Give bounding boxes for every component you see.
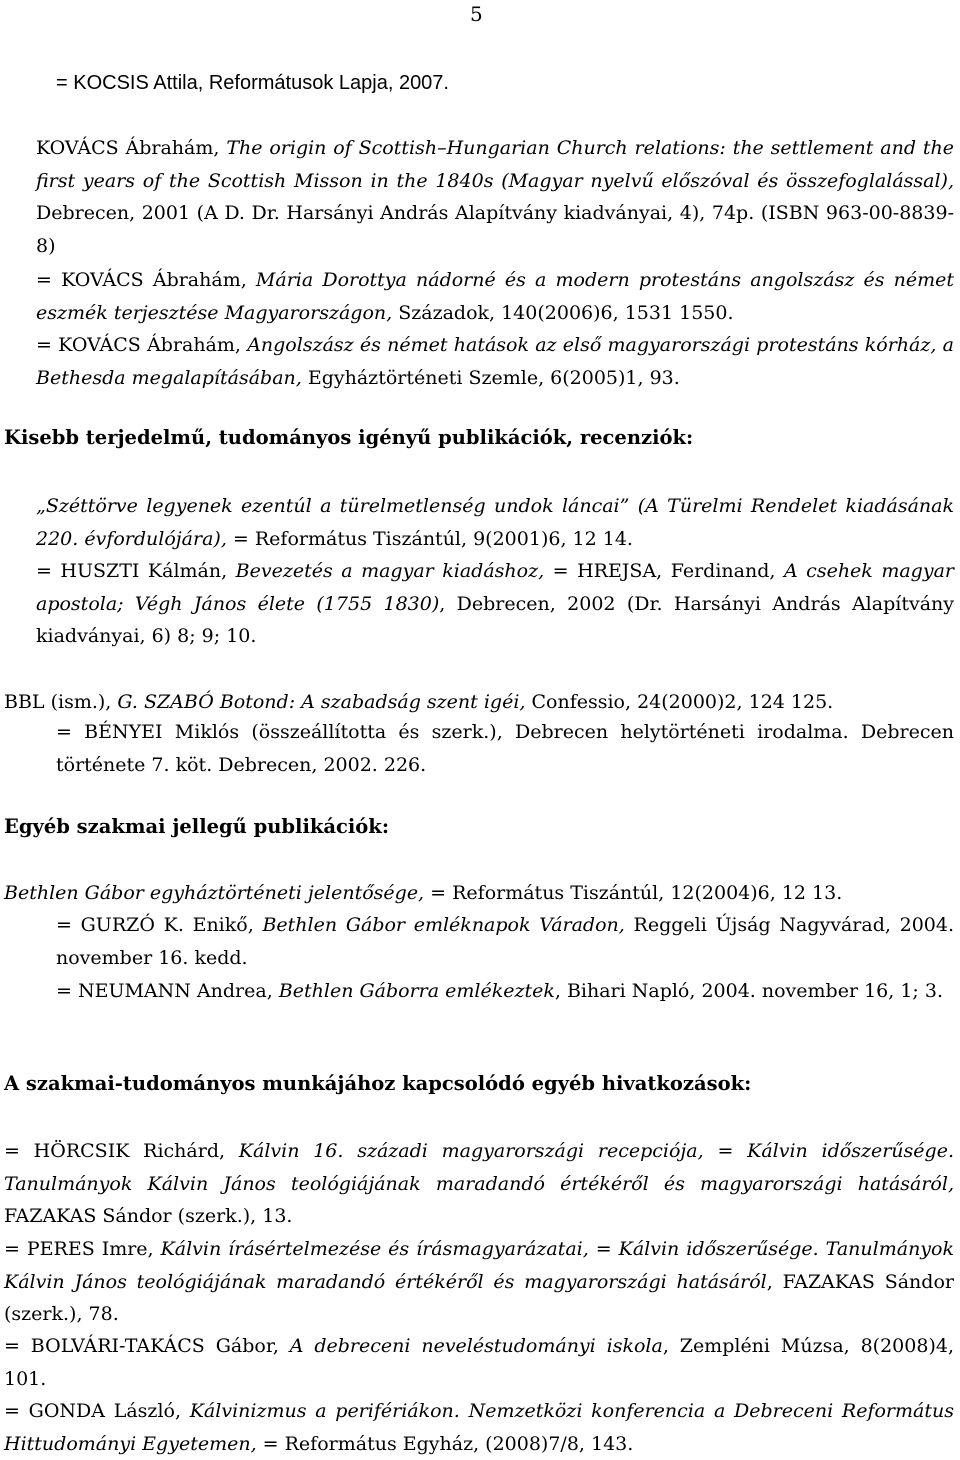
entry-huszti bbox=[36, 555, 954, 653]
text-run: BBL (ism.), bbox=[4, 691, 118, 713]
text-run: KOVÁCS Ábrahám, bbox=[36, 137, 227, 159]
italic-title-run: Bethlen Gábor emléknapok Váradon, bbox=[262, 914, 625, 936]
text-run: = KOVÁCS Ábrahám, bbox=[36, 334, 248, 356]
text-run: = BOLVÁRI-TAKÁCS Gábor, bbox=[4, 1335, 290, 1357]
entry-kocsis bbox=[56, 67, 936, 100]
text-run: = NEUMANN Andrea, bbox=[56, 980, 279, 1002]
text-run: = Református Tiszántúl, 12(2004)6, 12 13. bbox=[424, 882, 843, 904]
entry-benyei bbox=[56, 716, 954, 781]
entry-kovacs-origin bbox=[36, 132, 954, 262]
italic-title-run: „Széttörve legyenek ezentúl a türelmetlenség undok láncai” (A Türelmi Rendelet kiadásának 220. évfordulójára), bbox=[36, 495, 954, 550]
entry-horcsik bbox=[4, 1135, 954, 1233]
italic-title-run: Angolszász és német hatások az első magyarországi protestáns kórház, a Bethesda megalapításában, bbox=[36, 334, 954, 389]
section-heading-other-publications: Egyéb szakmai jellegű publikációk: bbox=[4, 815, 390, 838]
section-heading-references: A szakmai-tudományos munkájához kapcsolódó egyéb hivatkozások: bbox=[4, 1072, 752, 1095]
italic-title-run: The origin of Scottish–Hungarian Church relations: the settlement and the first years of the Scottish Misson in the 1840s (Magyar nyelvű előszóval és összefoglalással), bbox=[36, 137, 954, 192]
text-run: , Zempléni Múzsa, 8(2008)4, 101. bbox=[4, 1335, 954, 1390]
italic-title-run: A csehek magyar apostola; Végh János élete (1755 1830) bbox=[36, 560, 954, 615]
italic-title-run: Bethlen Gáborra emlékeztek bbox=[278, 980, 555, 1002]
entry-neumann bbox=[56, 975, 954, 1008]
text-run: = HÖRCSIK Richárd, bbox=[4, 1140, 239, 1162]
text-run: , FAZAKAS Sándor (szerk.), 78. bbox=[4, 1270, 954, 1326]
text-run: = GURZÓ K. Enikő, bbox=[56, 914, 263, 936]
italic-title-run: Kálvin 16. századi magyarországi recepciója, = Kálvin időszerűsége. Tanulmányok Kálvin János teológiájának maradandó értékéről és magyarországi hatásáról, bbox=[4, 1140, 954, 1195]
text-run: Századok, 140(2006)6, 1531 1550. bbox=[392, 301, 734, 324]
text-run: = HREJSA, Ferdinand, bbox=[544, 560, 784, 582]
entry-gonda bbox=[4, 1395, 954, 1460]
text-run: Confessio, 24(2000)2, 124 125. bbox=[525, 691, 834, 713]
text-run: = KOCSIS Attila, Reformátusok Lapja, 2007. bbox=[56, 72, 449, 94]
entry-gurzo bbox=[56, 909, 954, 974]
text-run: = HUSZTI Kálmán, bbox=[36, 560, 236, 582]
section-heading-minor-publications: Kisebb terjedelmű, tudományos igényű publikációk, recenziók: bbox=[4, 426, 694, 449]
text-run: FAZAKAS Sándor (szerk.), 13. bbox=[4, 1205, 293, 1228]
entry-bethlen bbox=[4, 877, 954, 910]
entry-kovacs-bethesda bbox=[36, 329, 954, 394]
text-run: = Református Egyház, (2008)7/8, 143. bbox=[256, 1432, 634, 1455]
italic-title-run: Bevezetés a magyar kiadáshoz, bbox=[235, 560, 545, 582]
text-run: = GONDA László, bbox=[4, 1400, 190, 1422]
entry-kovacs-maria-dorottya bbox=[36, 264, 954, 329]
text-run: Debrecen, 2001 (A D. Dr. Harsányi András Alapítvány kiadványai, 4), 74p. (ISBN 963-00-8839-8) bbox=[36, 202, 954, 257]
text-run: Egyháztörténeti Szemle, 6(2005)1, 93. bbox=[301, 366, 680, 389]
entry-peres bbox=[4, 1233, 954, 1331]
italic-title-run: Bethlen Gábor egyháztörténeti jelentősége, bbox=[4, 882, 425, 904]
text-run: , Debrecen, 2002 (Dr. Harsányi András Alapítvány kiadványai, 6) 8; 9; 10. bbox=[36, 592, 954, 648]
italic-title-run: Mária Dorottya nádorné és a modern protestáns angolszász és német eszmék terjesztése Magyarországon, bbox=[36, 269, 954, 324]
italic-title-run: A debreceni neveléstudományi iskola bbox=[289, 1335, 663, 1357]
entry-turelmi-rendelet bbox=[36, 490, 954, 555]
italic-title-run: Kálvin írásértelmezése és írásmagyarázatai, = Kálvin időszerűsége. Tanulmányok Kálvin János teológiájának maradandó értékéről és magyarországi hatásáról bbox=[4, 1238, 954, 1293]
text-run: , Bihari Napló, 2004. november 16, 1; 3. bbox=[554, 980, 943, 1002]
text-run: = Református Tiszántúl, 9(2001)6, 12 14. bbox=[226, 527, 633, 550]
text-run: Reggeli Újság Nagyvárad, 2004. november 16. kedd. bbox=[56, 914, 955, 969]
italic-title-run: G. SZABÓ Botond: A szabadság szent igéi, bbox=[117, 691, 526, 713]
text-run: = PERES Imre, bbox=[4, 1238, 161, 1260]
text-run: = BÉNYEI Miklós (összeállította és szerk.), Debrecen helytörténeti irodalma. Debrecen története 7. köt. Debrecen, 2002. 226. bbox=[56, 721, 954, 776]
entry-bolvari-takacs bbox=[4, 1330, 954, 1395]
text-run: = KOVÁCS Ábrahám, bbox=[36, 269, 256, 291]
page-number: 5 bbox=[470, 2, 483, 26]
italic-title-run: Kálvinizmus a perifériákon. Nemzetközi konferencia a Debreceni Református Hittudományi Egyetemen, bbox=[4, 1400, 954, 1455]
entry-bbl bbox=[4, 686, 954, 719]
